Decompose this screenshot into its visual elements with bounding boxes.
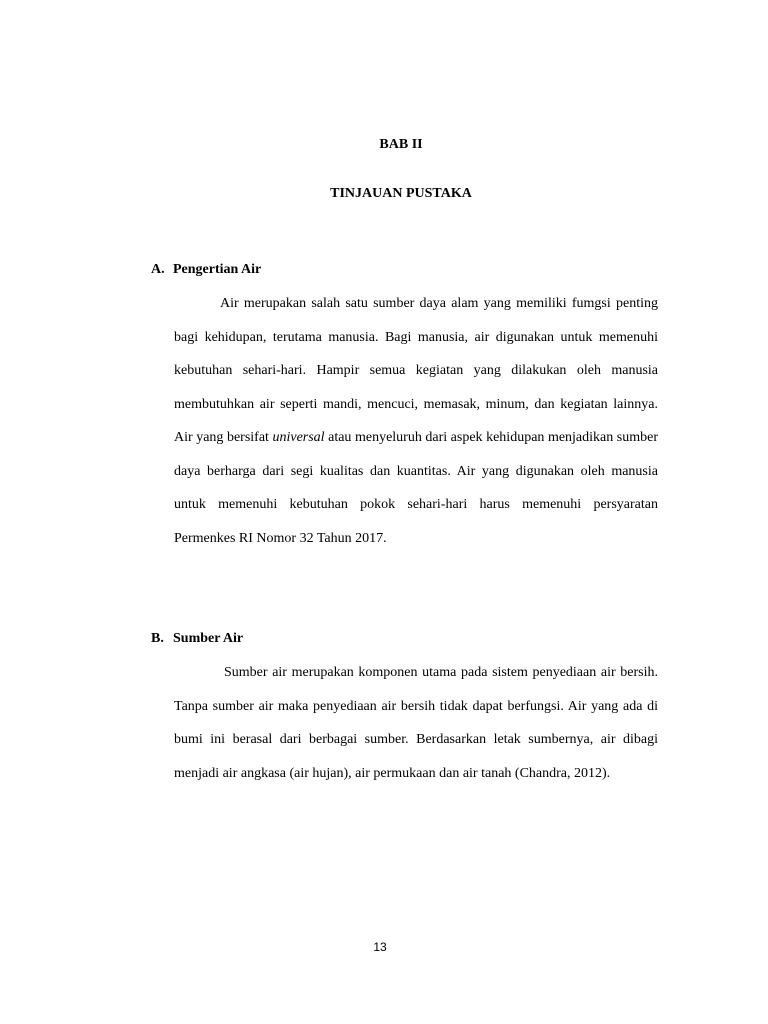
section-b-marker: B. [151,631,164,646]
section-a-emphasis: universal [272,430,325,445]
section-a-text-2: atau menyeluruh dari aspek kehidupan menjadikan sumber daya berharga dari segi kualitas dan kuantitas. Air yang digunakan oleh manusia untuk memenuhi kebutuhan pokok sehari-hari harus memenuhi persyaratan Permenkes RI Nomor 32 Tahun 2017. [174,430,658,546]
section-b-heading [151,631,243,647]
section-b-title: Sumber Air [173,631,244,646]
chapter-title: TINJAUAN PUSTAKA [330,186,472,201]
section-a-paragraph [174,287,658,555]
page-number: 13 [373,940,387,954]
section-a-heading [151,262,261,278]
section-a-text-1: Air merupakan salah satu sumber daya alam yang memiliki fumgsi penting bagi kehidupan, terutama manusia. Bagi manusia, air digunakan untuk memenuhi kebutuhan sehari-hari. Hampir semua kegiatan yang dilakukan oleh manusia membutuhkan air seperti mandi, mencuci, memasak, minum, dan kegiatan lainnya. Air yang bersifat [174,296,658,445]
chapter-number: BAB II [379,137,423,152]
section-a-marker: A. [151,262,165,277]
section-a-title: Pengertian Air [173,262,262,277]
section-b-text: Sumber air merupakan komponen utama pada sistem penyediaan air bersih. Tanpa sumber air maka penyediaan air bersih tidak dapat berfungsi. Air yang ada di bumi ini berasal dari berbagai sumber. Berdasarkan letak sumbernya, air dibagi menjadi air angkasa (air hujan), air permukaan dan air tanah (Chandra, 2012). [174,665,658,781]
section-b-paragraph [174,656,658,790]
